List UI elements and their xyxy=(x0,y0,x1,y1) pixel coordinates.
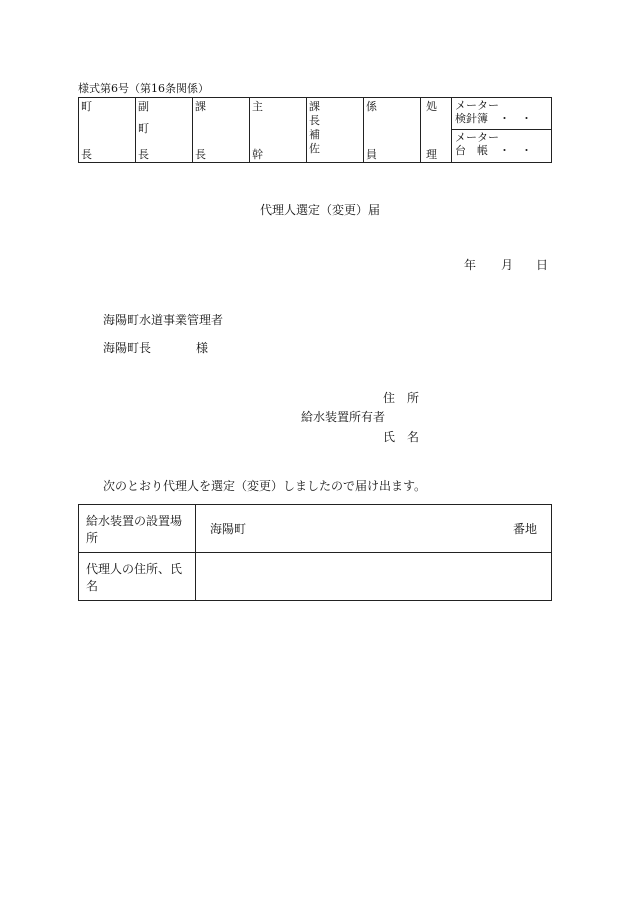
agent-address-name-field[interactable] xyxy=(196,553,552,601)
approval-label-top: 処 xyxy=(426,100,437,113)
approval-label-top: 係 xyxy=(366,100,377,113)
document-title: 代理人選定（変更）届 xyxy=(260,203,381,217)
approval-cell-assistant-chief[interactable] xyxy=(307,98,364,163)
applicant-address-label: 住 所 xyxy=(383,391,420,405)
approval-label-bottom: 理 xyxy=(426,148,437,161)
approval-label-bottom: 幹 xyxy=(252,148,263,161)
form-number-label: 様式第6号（第16条関係） xyxy=(78,82,209,95)
body-text: 次のとおり代理人を選定（変更）しましたので届け出ます。 xyxy=(103,479,427,493)
approval-label-middle: 町 xyxy=(138,122,149,135)
date-year-label: 年 xyxy=(464,258,477,272)
agent-address-name-label: 代理人の住所、氏名 xyxy=(79,553,196,601)
meter-ledger-label: 台 帳 ・ ・ xyxy=(455,144,532,157)
addressee-mayor: 海陽町長 xyxy=(103,341,152,355)
approval-cell-section-chief[interactable] xyxy=(193,98,250,163)
approval-label-top: 町 xyxy=(81,100,92,113)
meter-ledger-cell[interactable] xyxy=(452,130,552,163)
approval-label-bottom: 長 xyxy=(138,148,149,161)
meter-reading-book-label: 検針簿 ・ ・ xyxy=(455,112,532,125)
meter-label: メーター xyxy=(455,131,499,144)
meter-label: メーター xyxy=(455,99,499,112)
addressee-honorific: 様 xyxy=(196,341,209,355)
meter-reading-book-cell[interactable] xyxy=(452,98,552,130)
approval-label-bottom: 長 xyxy=(195,148,206,161)
approval-label-stacked: 課長補佐 xyxy=(309,100,320,155)
approval-label-bottom: 員 xyxy=(366,148,377,161)
installation-town: 海陽町 xyxy=(210,522,247,536)
approval-label-top: 副 xyxy=(138,100,149,113)
installation-location-field[interactable] xyxy=(196,505,552,553)
addressee-title: 海陽町水道事業管理者 xyxy=(103,313,224,327)
date-month-label: 月 xyxy=(501,258,514,272)
applicant-name-label: 氏 名 xyxy=(383,430,420,444)
approval-cell-chief-officer[interactable] xyxy=(250,98,307,163)
approval-label-top: 課 xyxy=(195,100,206,113)
applicant-owner-label: 給水装置所有者 xyxy=(301,410,386,424)
approval-cell-mayor[interactable] xyxy=(79,98,136,163)
approval-label-top: 主 xyxy=(252,100,263,113)
approval-stamp-table xyxy=(78,97,552,163)
agent-info-table xyxy=(78,504,552,601)
approval-cell-deputy-mayor[interactable] xyxy=(136,98,193,163)
installation-lot-suffix: 番地 xyxy=(512,522,537,536)
approval-label-bottom: 長 xyxy=(81,148,92,161)
date-day-label: 日 xyxy=(536,258,549,272)
approval-cell-processing[interactable] xyxy=(421,98,452,163)
installation-location-label: 給水装置の設置場所 xyxy=(79,505,196,553)
approval-cell-staff[interactable] xyxy=(364,98,421,163)
